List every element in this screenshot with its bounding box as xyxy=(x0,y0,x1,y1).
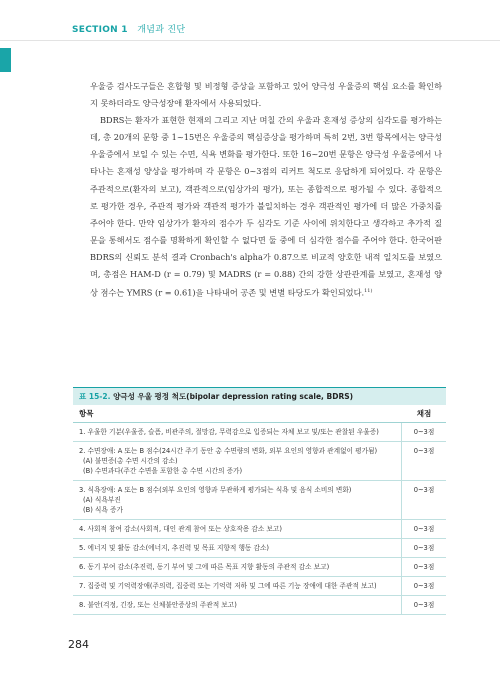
row-score: 0~3점 xyxy=(413,601,435,609)
table-row xyxy=(73,423,446,442)
column-header-score: 채점 xyxy=(416,409,432,418)
page-number: 284 xyxy=(68,638,89,651)
row-item xyxy=(73,596,402,614)
row-item-text: 3. 식욕장애: A 또는 B 점수(외부 요인의 영향과 무관하게 평가되는 식욕 및 음식 소비의 변화) xyxy=(79,486,352,494)
row-subitem: (B) 수면과다(주간 수면을 포함한 총 수면 시간의 증가) xyxy=(83,467,243,475)
table-title: 양극성 우울 평정 척도(bipolar depression rating scale, BDRS) xyxy=(113,392,354,401)
table-row xyxy=(73,481,446,520)
table-row xyxy=(73,577,446,596)
row-item-text: 5. 에너지 및 활동 감소(에너지, 추진력 및 목표 지향적 행동 감소) xyxy=(79,544,270,552)
table-row xyxy=(73,596,446,615)
row-item xyxy=(73,558,402,576)
row-subitem: (B) 식욕 증가 xyxy=(83,506,123,514)
row-item-text: 2. 수면장애: A 또는 B 점수(24시간 주기 동안 총 수면량의 변화, 외부 요인의 영향과 관계없이 평가됨) xyxy=(79,447,378,455)
row-item xyxy=(73,539,402,557)
body-text xyxy=(90,78,442,302)
row-item xyxy=(73,577,402,595)
section-word: SECTION xyxy=(72,25,119,35)
row-item xyxy=(73,442,402,480)
section-title: 개념과 진단 xyxy=(137,25,186,35)
row-item-text: 1. 우울한 기분(우울증, 슬픔, 비관주의, 절망감, 무력감으로 입증되는 자체 보고 및/또는 관찰된 우울증) xyxy=(79,428,379,436)
row-score: 0~3점 xyxy=(413,486,435,494)
bdrs-table xyxy=(73,387,446,615)
row-score: 0~3점 xyxy=(413,525,435,533)
table-row xyxy=(73,442,446,481)
table-row xyxy=(73,520,446,539)
row-score: 0~3점 xyxy=(413,563,435,571)
paragraph-2 xyxy=(90,112,442,302)
chapter-edge-tab xyxy=(0,48,11,72)
column-header-item: 항목 xyxy=(79,409,94,418)
table-row xyxy=(73,558,446,577)
row-score: 0~3점 xyxy=(413,582,435,590)
paragraph-1: 우울증 검사도구들은 혼합형 및 비정형 증상을 포함하고 있어 양극성 우울증의 핵심 요소를 확인하지 못하더라도 양극성장애 환자에서 사용되었다. xyxy=(90,81,442,109)
table-row xyxy=(73,539,446,558)
section-number: 1 xyxy=(121,25,128,35)
table-number: 표 15-2. xyxy=(79,392,111,401)
row-item-text: 8. 불안(걱정, 긴장, 또는 신체불안증상의 주관적 보고) xyxy=(79,601,237,609)
row-item xyxy=(73,520,402,538)
row-score: 0~3점 xyxy=(413,447,435,455)
table-header-row xyxy=(73,405,446,423)
row-score: 0~3점 xyxy=(413,428,435,436)
row-item xyxy=(73,423,402,441)
table-body xyxy=(73,423,446,615)
table-caption xyxy=(73,387,446,405)
row-subitem: (A) 불면증(총 수면 시간의 감소) xyxy=(83,457,178,465)
row-item xyxy=(73,481,402,519)
paragraph-2-text: BDRS는 환자가 표현한 현재의 그리고 지난 며칠 간의 우울과 혼재성 증상의 심각도를 평가하는데, 총 20개의 문항 중 1~15번은 우울증의 핵심증상을 평가하며 특히 2번, 3번 항목에서는 양극성 우울증에서 보일 수 있는 수면, 식욕 변화를 평가한다. 또한 16~20번 문항은 양극성 우울증에서 나타나는 혼재성 양상을 평가하며 각 문항은 0~3점의 리커트 척도로 응답하게 되어있다. 각 문항은 주관적으로(환자의 보고), 객관적으로(임상가의 평가), 또는 종합적으로 평가될 수 있다. 종합적으로 평가한 경우, 주관적 평가와 객관적 평가가 불일치하는 경우 객관적인 평가에 더 많은 가중치를 주어야 한다. 만약 임상가가 환자의 점수가 두 심각도 기준 사이에 위치한다고 생각하고 추가적 질문을 통해서도 점수를 명확하게 확인할 수 없다면 둘 중에 더 심각한 점수를 주어야 한다. 한국어판 BDRS의 신뢰도 분석 결과 Cronbach's alpha가 0.87으로 비교적 양호한 내적 일치도를 보였으며, 총점은 HAM-D (r = 0.79) 및 MADRS (r = 0.88) 간의 강한 상관관계를 보였고, 혼재성 양상 점수는 YMRS (r = 0.61)을 나타내어 공존 및 변별 타당도가 확인되었다. xyxy=(90,115,442,298)
row-item-text: 4. 사회적 참여 감소(사회적, 대인 관계 참여 또는 상호작용 감소 보고) xyxy=(79,525,282,533)
row-item-text: 7. 집중력 및 기억력장애(주의력, 집중력 또는 기억력 저하 및 그에 따른 기능 장애에 대한 주관적 보고) xyxy=(79,582,377,590)
section-label xyxy=(72,22,185,35)
row-item-text: 6. 동기 부여 감소(추진력, 동기 부여 및 그에 따른 목표 지향 활동의 주관적 감소 보고) xyxy=(79,563,330,571)
reference-mark: 11) xyxy=(364,288,373,295)
header-divider xyxy=(0,40,500,41)
row-score: 0~3점 xyxy=(413,544,435,552)
row-subitem: (A) 식욕부진 xyxy=(83,496,121,504)
